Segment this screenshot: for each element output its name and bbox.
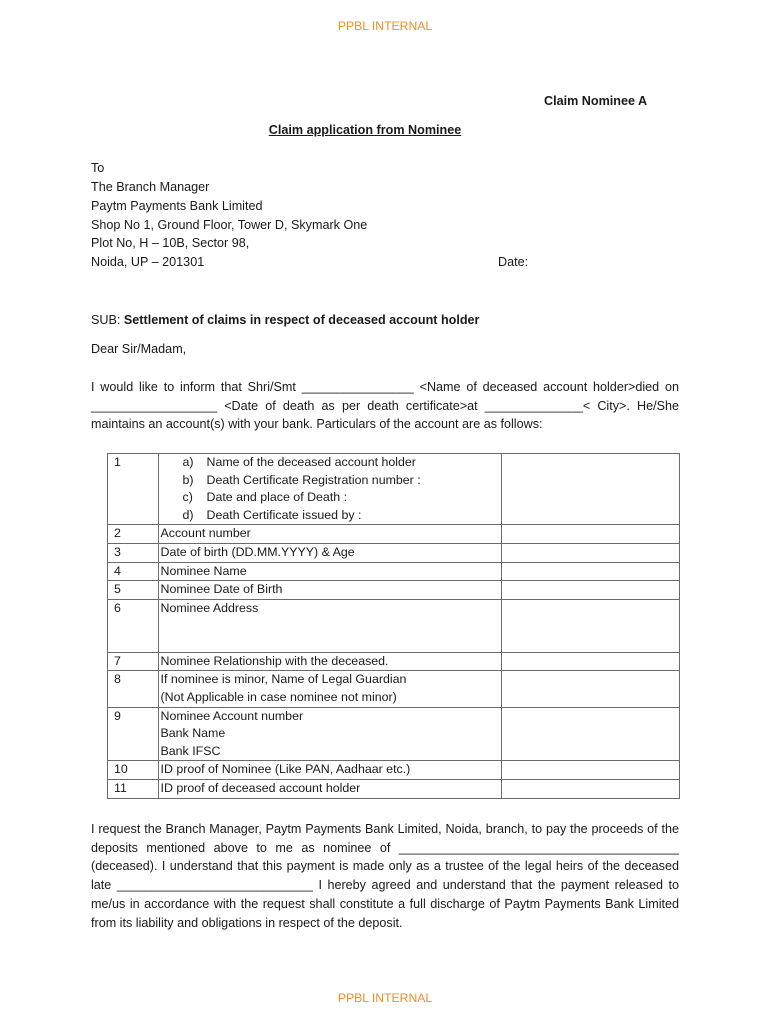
row-label: (Not Applicable in case nominee not minor)	[160, 689, 397, 704]
row-label: Nominee Date of Birth	[160, 582, 283, 597]
value-cell[interactable]	[501, 671, 679, 707]
value-cell[interactable]	[501, 562, 679, 581]
row-label: Bank Name	[160, 726, 226, 741]
row-number: 2	[108, 525, 159, 544]
value-cell[interactable]	[501, 525, 679, 544]
subject-text: Settlement of claims in respect of deceased account holder	[123, 313, 480, 327]
row-description	[158, 671, 501, 707]
footer-watermark: PPBL INTERNAL	[337, 991, 433, 1005]
address-line-4: Plot No, H – 10B, Sector 98,	[91, 236, 250, 250]
address-line-3: Shop No 1, Ground Floor, Tower D, Skymark One	[91, 218, 368, 232]
row-description	[158, 599, 501, 652]
row-description	[158, 707, 501, 761]
list-text: Death Certificate issued by :	[206, 507, 362, 522]
date-label: Date:	[498, 255, 529, 269]
particulars-table	[107, 453, 680, 799]
row-label: ID proof of Nominee (Like PAN, Aadhaar etc.)	[160, 762, 411, 777]
row-number: 6	[108, 599, 159, 652]
row-label: ID proof of deceased account holder	[160, 780, 361, 795]
row-label: If nominee is minor, Name of Legal Guardian	[160, 672, 407, 687]
list-item	[161, 507, 501, 525]
document-title: Claim application from Nominee	[268, 123, 462, 137]
list-text: Date and place of Death :	[206, 490, 348, 505]
value-cell[interactable]	[501, 454, 679, 525]
table-row	[108, 562, 680, 581]
table-row	[108, 671, 680, 707]
row-description	[158, 581, 501, 600]
row-number: 1	[108, 454, 159, 525]
row-number: 5	[108, 581, 159, 600]
form-identifier: Claim Nominee A	[544, 94, 648, 108]
row-number: 7	[108, 652, 159, 671]
row-label: Nominee Relationship with the deceased.	[160, 653, 389, 668]
row-description	[158, 779, 501, 798]
value-cell[interactable]	[501, 581, 679, 600]
value-cell[interactable]	[501, 599, 679, 652]
row-number: 11	[108, 779, 159, 798]
row-number: 3	[108, 543, 159, 562]
row-label: Nominee Account number	[160, 708, 304, 723]
table-row	[108, 779, 680, 798]
row-description	[158, 525, 501, 544]
value-cell[interactable]	[501, 707, 679, 761]
table-row	[108, 707, 680, 761]
row-description	[158, 652, 501, 671]
address-to: To	[91, 161, 105, 175]
subject-line	[91, 313, 479, 327]
address-line-1: The Branch Manager	[91, 180, 210, 194]
row-description	[158, 543, 501, 562]
list-item	[161, 472, 501, 490]
row-description	[158, 562, 501, 581]
row-number: 8	[108, 671, 159, 707]
subject-prefix: SUB:	[91, 313, 124, 327]
table-row	[108, 454, 680, 525]
row-label: Nominee Name	[160, 563, 247, 578]
deceased-details-list	[161, 454, 501, 524]
row-number: 10	[108, 761, 159, 780]
header-watermark: PPBL INTERNAL	[337, 19, 433, 33]
row-number: 4	[108, 562, 159, 581]
row-label: Date of birth (DD.MM.YYYY) & Age	[160, 544, 355, 559]
table-row	[108, 652, 680, 671]
table-row	[108, 761, 680, 780]
list-text: Death Certificate Registration number :	[206, 472, 421, 487]
table-row	[108, 543, 680, 562]
row-label: Account number	[160, 526, 251, 541]
value-cell[interactable]	[501, 652, 679, 671]
row-label: Nominee Address	[160, 600, 259, 615]
table-row	[108, 599, 680, 652]
list-item	[161, 489, 501, 507]
address-line-2: Paytm Payments Bank Limited	[91, 199, 263, 213]
value-cell[interactable]	[501, 543, 679, 562]
intro-paragraph: I would like to inform that Shri/Smt ________________ <Name of deceased account holder>died on __________________ <Date of death as per death certificate>at ______________< City>. He/She maintains an account(s) with your bank. Particulars of the account are as follows:	[91, 380, 679, 432]
request-paragraph: I request the Branch Manager, Paytm Payments Bank Limited, Noida, branch, to pay the proceeds of the deposits mentioned above to me as nominee of ________________________________________ (deceased). I understand that this payment is made only as a trustee of the legal heirs of the deceased late ____________________________ I hereby agreed and understand that the payment released to me/us in accordance with the request shall constitute a full discharge of Paytm Payments Bank Limited from its liability and obligations in respect of the deposit.	[91, 822, 679, 930]
row-description	[158, 454, 501, 525]
row-description	[158, 761, 501, 780]
list-item	[161, 454, 501, 472]
list-marker: d)	[182, 507, 194, 522]
table-row	[108, 525, 680, 544]
list-marker: c)	[182, 490, 193, 505]
list-marker: a)	[182, 455, 194, 469]
value-cell[interactable]	[501, 761, 679, 780]
row-number: 9	[108, 707, 159, 761]
list-text: Name of the deceased account holder	[206, 455, 416, 469]
address-line-5: Noida, UP – 201301	[91, 255, 205, 269]
salutation: Dear Sir/Madam,	[91, 342, 187, 356]
row-label: Bank IFSC	[160, 743, 221, 758]
table-row	[108, 581, 680, 600]
value-cell[interactable]	[501, 779, 679, 798]
list-marker: b)	[182, 472, 194, 487]
